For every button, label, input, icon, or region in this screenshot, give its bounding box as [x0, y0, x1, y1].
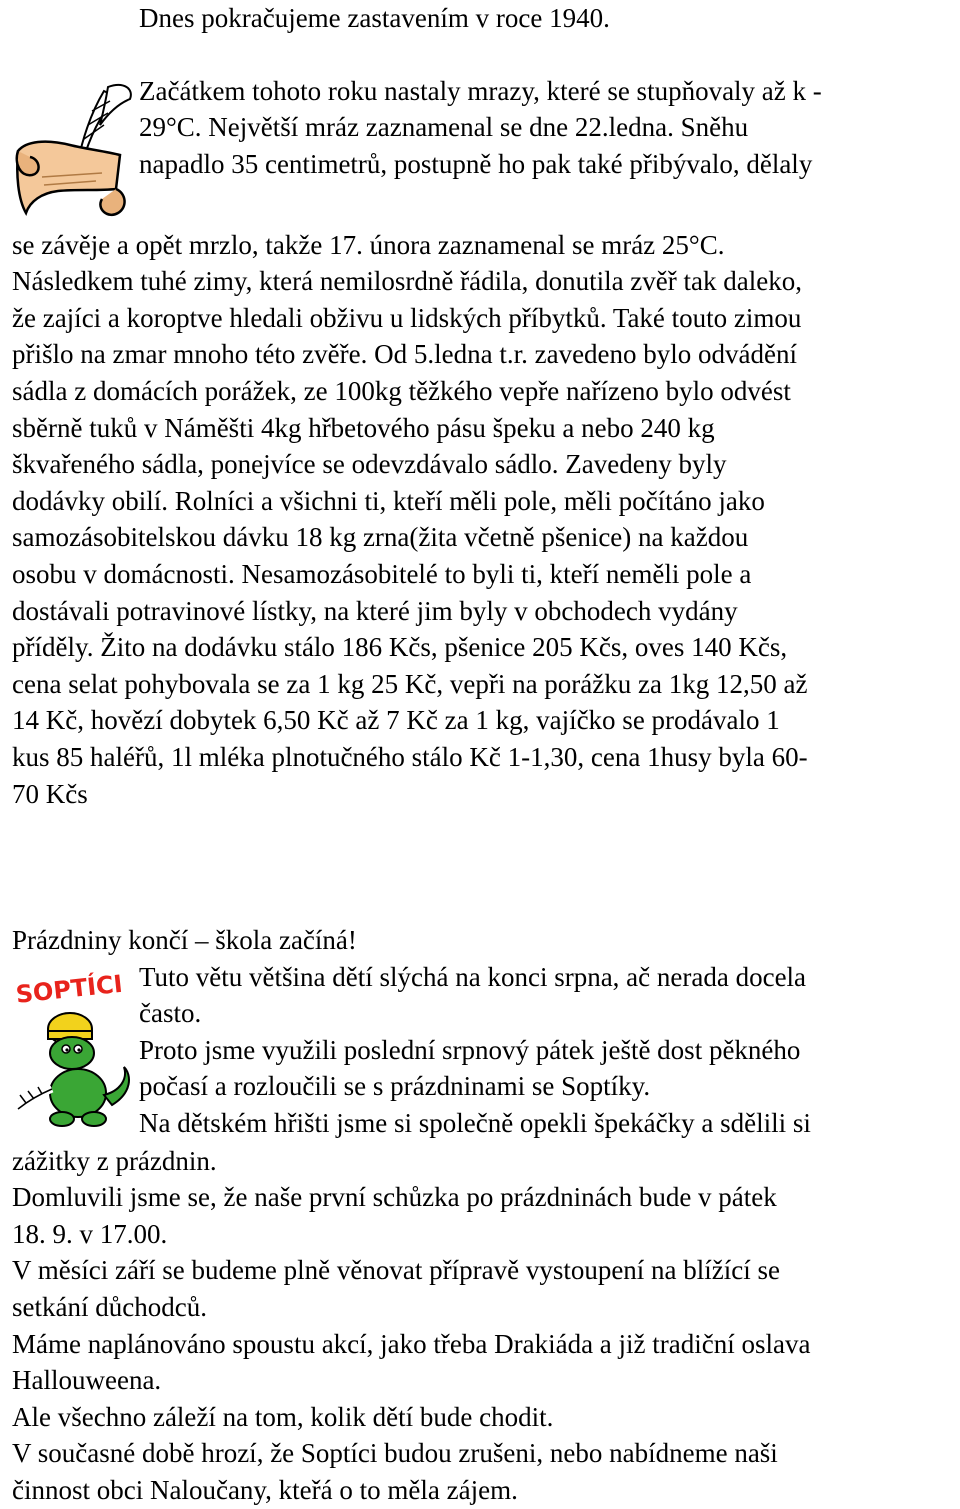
text-line: setkání důchodců. [12, 1292, 207, 1323]
text-line: 70 Kčs [12, 778, 88, 809]
text-line: cena selat pohybovala se za 1 kg 25 Kč, vepři na porážku za 1kg 12,50 až [12, 668, 808, 699]
text-line: Ale všechno záleží na tom, kolik dětí bude chodit. [12, 1401, 554, 1432]
text-line: osobu v domácnosti. Nesamozásobitelé to byli ti, kteří neměli pole a [12, 558, 752, 589]
soptici-logo-text: SOPTÍCI [14, 969, 124, 1009]
section2-body [12, 959, 956, 1509]
text-line: zážitky z prázdnin. [12, 1145, 217, 1176]
spacer [12, 812, 956, 922]
text-line: sběrně tuků v Náměšti 4kg hřbetového pásu špeku a nebo 240 kg [12, 412, 715, 443]
text-line: se závěje a opět mrzlo, takže 17. února zaznamenal se mráz 25°C. [12, 229, 725, 260]
text-line: škvařeného sádla, ponejvíce se odevzdávalo sádlo. Zavedeny byly [12, 449, 727, 480]
section2-heading: Prázdniny končí – škola začíná! [12, 925, 357, 956]
text-line: dodávky obilí. Rolníci a všichni ti, kteří měli pole, měli počítáno jako [12, 485, 765, 516]
text-line: Máme naplánováno spoustu akcí, jako třeba Drakiáda a již tradiční oslava [12, 1328, 811, 1359]
text-line: 18. 9. v 17.00. [12, 1218, 168, 1249]
document-page [12, 0, 956, 1509]
scroll-quill-icon [12, 81, 139, 227]
intro-line: Dnes pokračujeme zastavením v roce 1940. [139, 3, 610, 33]
text-line: že zajíci a koroptve hledali obživu u lidských příbytků. Také touto zimou [12, 302, 802, 333]
text-line: Tuto větu většina dětí slýchá na konci srpna, ač nerada docela [139, 961, 807, 992]
text-line: 14 Kč, hovězí dobytek 6,50 Kč až 7 Kč za 1 kg, vajíčko se prodávalo 1 [12, 705, 780, 736]
text-line: Hallouweena. [12, 1365, 162, 1396]
text-line: Následkem tuhé zimy, která nemilosrdně řádila, donutila zvěř tak daleko, [12, 266, 802, 297]
text-line: samozásobitelskou dávku 18 kg zrna(žita včetně pšenice) na každou [12, 522, 749, 553]
text-line: počasí a rozloučili se s prázdninami se Soptíky. [139, 1071, 651, 1102]
text-line: V současné době hrozí, že Soptíci budou zrušeni, nebo nabídneme naši [12, 1438, 778, 1469]
text-line: V měsíci září se budeme plně věnovat přípravě vystoupení na blížící se [12, 1255, 781, 1286]
spacer [12, 37, 956, 73]
text-line: Začátkem tohoto roku nastaly mrazy, které se stupňovaly až k - [139, 75, 822, 106]
text-line: 29°C. Největší mráz zaznamenal se dne 22.ledna. Sněhu [139, 112, 749, 143]
text-line: činnost obci Naloučany, kteřá o to měla zájem. [12, 1475, 518, 1506]
text-line: Domluvili jsme se, že naše první schůzka po prázdninách bude v pátek [12, 1182, 777, 1213]
section1-paragraph [12, 73, 956, 813]
firefighter-dragon-icon [12, 963, 139, 1143]
text-line: často. [139, 998, 202, 1029]
text-line: sádla z domácích porážek, ze 100kg těžkého vepře nařízeno bylo odvést [12, 375, 791, 406]
text-line: kus 85 haléřů, 1l mléka plnotučného stálo Kč 1-1,30, cena 1husy byla 60- [12, 741, 808, 772]
text-line: příděly. Žito na dodávku stálo 186 Kčs, pšenice 205 Kčs, oves 140 Kčs, [12, 632, 788, 663]
text-line: Na dětském hřišti jsme si společně opekli špekáčky a sdělili si [139, 1108, 811, 1139]
text-line: přišlo na zmar mnoho této zvěře. Od 5.ledna t.r. zavedeno bylo odvádění [12, 339, 798, 370]
text-line: dostávali potravinové lístky, na které jim byly v obchodech vydány [12, 595, 738, 626]
text-line: Proto jsme využili poslední srpnový pátek ještě dost pěkného [139, 1034, 801, 1065]
text-line: napadlo 35 centimetrů, postupně ho pak také přibývalo, dělaly [139, 148, 813, 179]
